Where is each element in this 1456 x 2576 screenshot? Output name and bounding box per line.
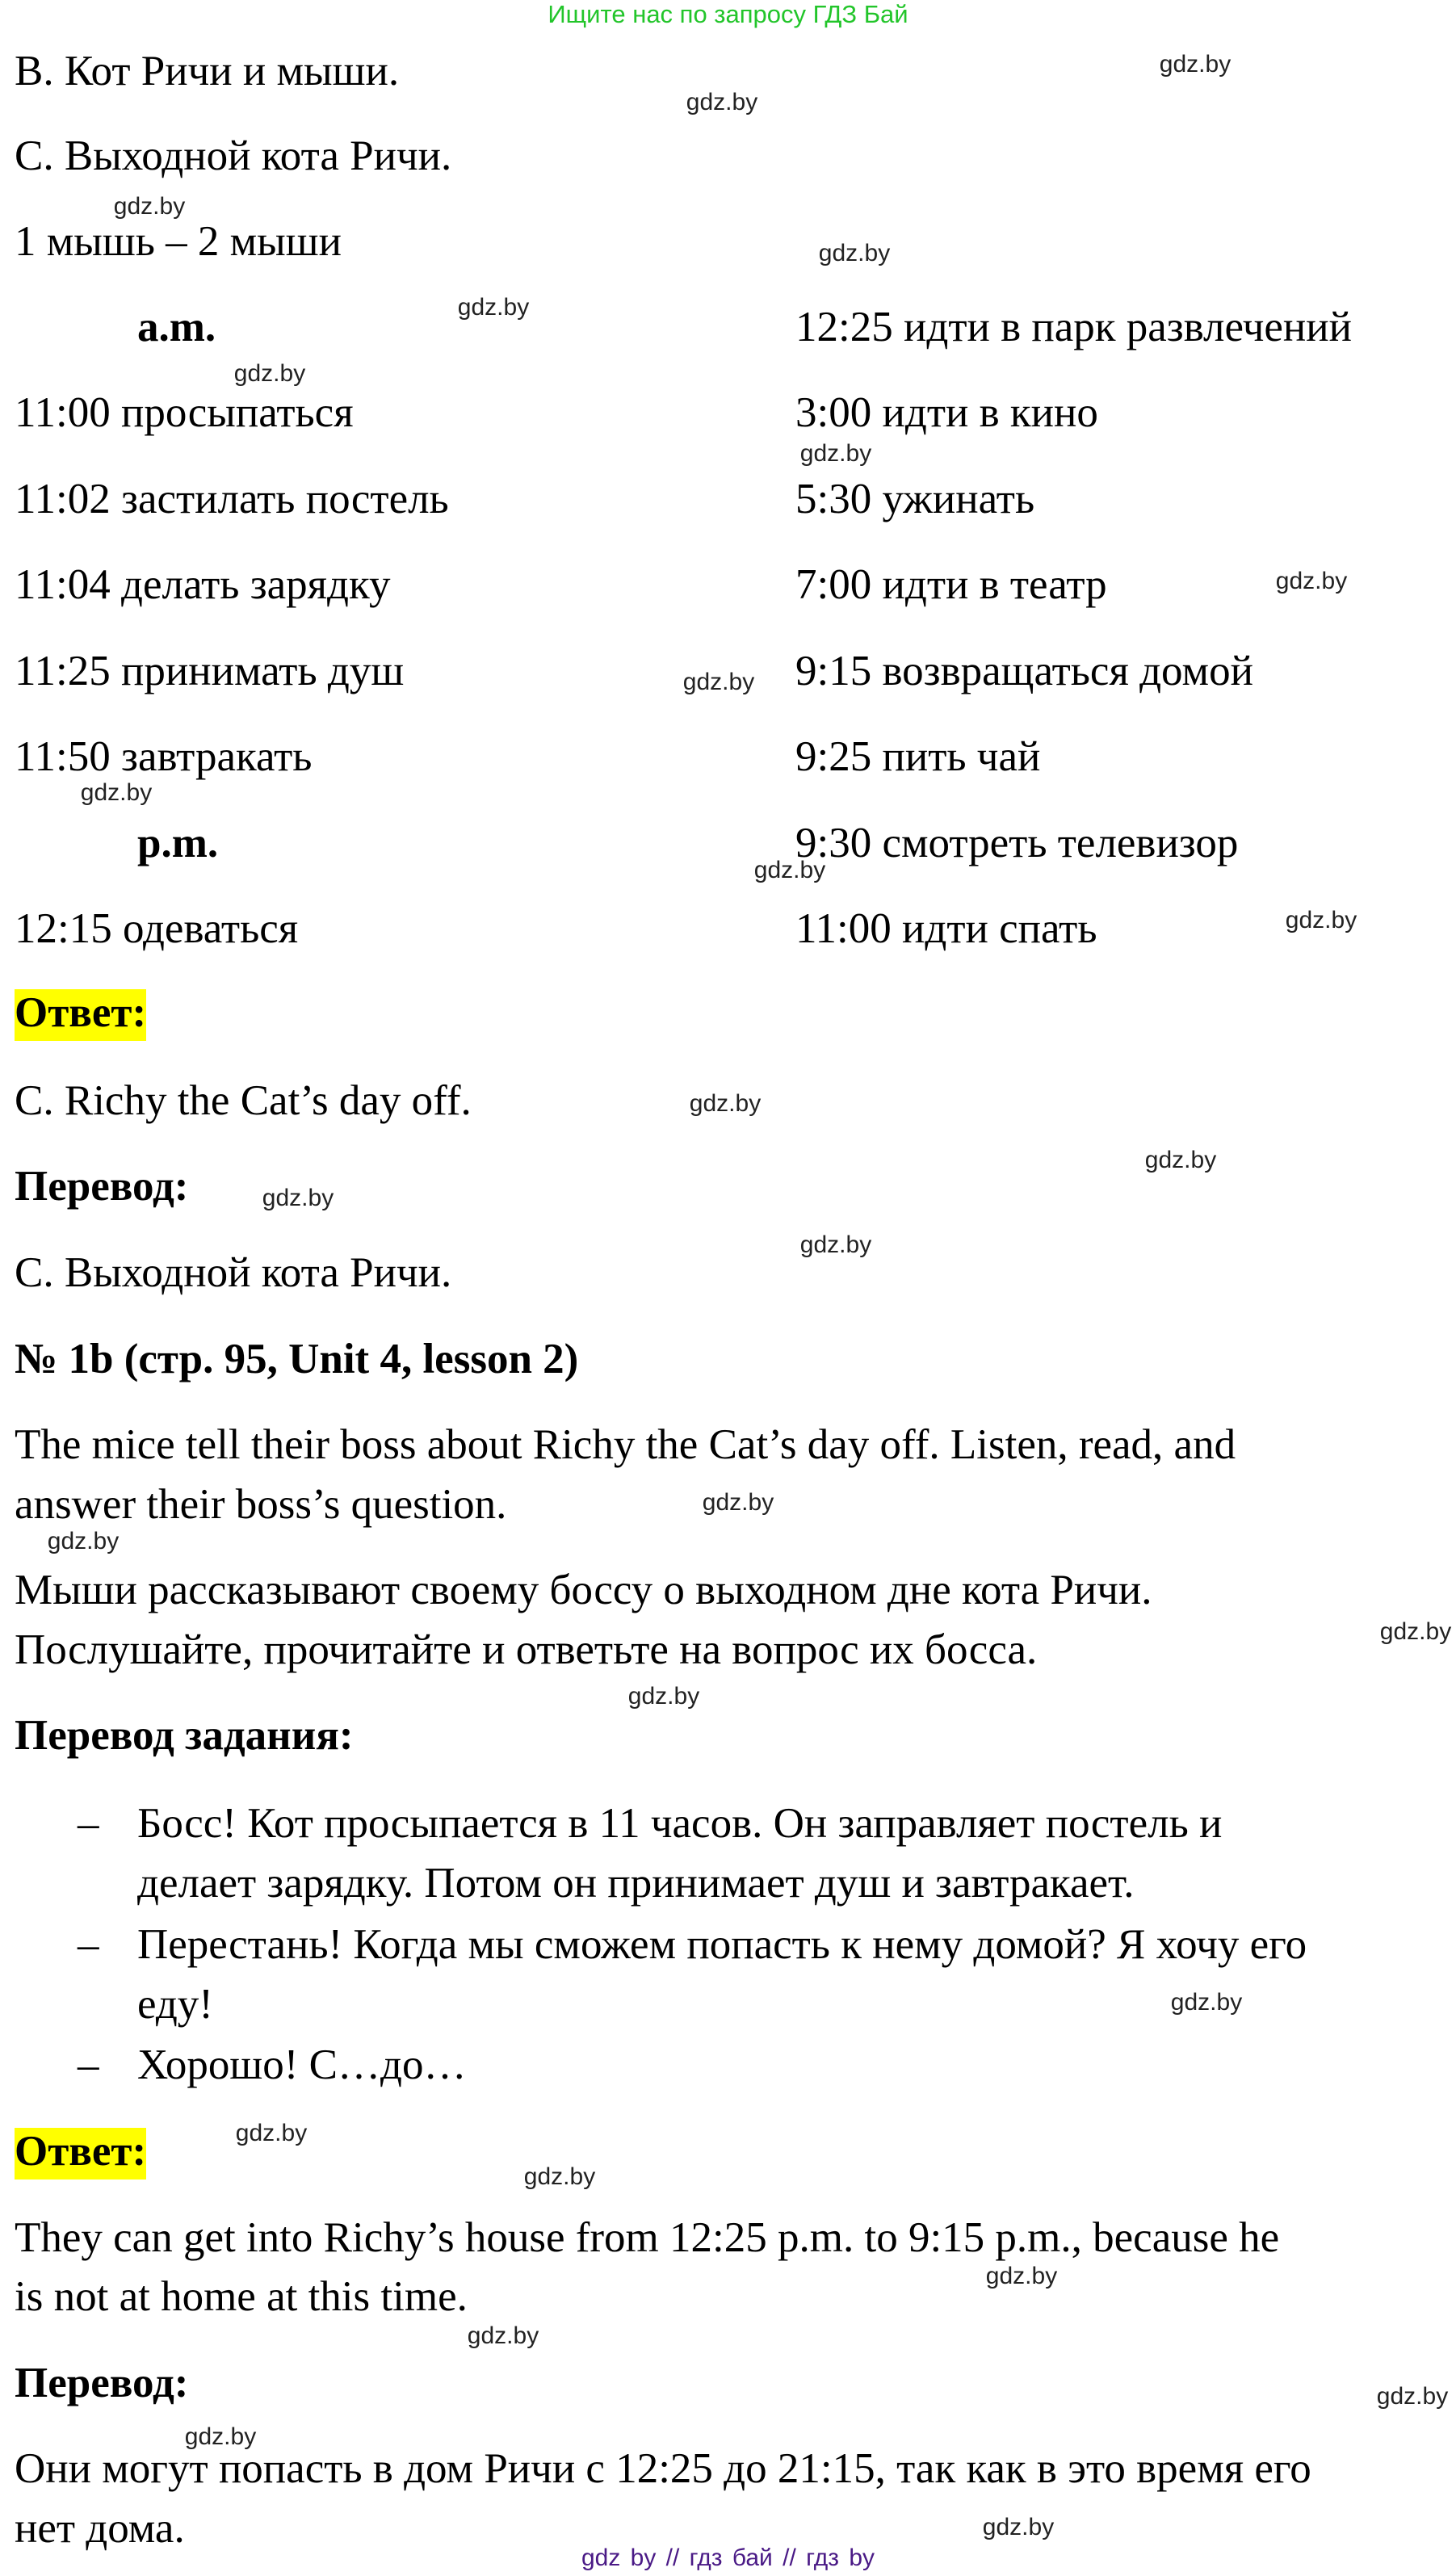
pm-label: p.m.	[137, 820, 219, 866]
watermark: gdz.by	[627, 1683, 700, 1710]
time: 9:15	[795, 648, 872, 694]
dialogue-line: делает зарядку. Потом он принимает душ и завтракает.	[137, 1860, 1135, 1907]
activity: идти спать	[902, 905, 1097, 952]
translation-text: C. Выходной кота Ричи.	[15, 1249, 452, 1296]
activity: возвращаться домой	[882, 648, 1253, 694]
watermark: gdz.by	[799, 440, 872, 467]
plural-note: 1 мышь – 2 мыши	[15, 218, 342, 265]
watermark: gdz.by	[523, 2163, 596, 2190]
schedule-row	[15, 475, 449, 523]
watermark: gdz.by	[233, 360, 306, 387]
instruction-en-line: answer their boss’s question.	[15, 1481, 507, 1528]
watermark: gdz.by	[818, 240, 891, 266]
watermark: gdz.by	[702, 1489, 774, 1516]
watermark: gdz.by	[1379, 1618, 1452, 1645]
watermark: gdz.by	[1376, 2383, 1449, 2410]
answer-text-line: They can get into Richy’s house from 12:25 p.m. to 9:15 p.m., because he	[15, 2214, 1280, 2261]
time: 7:00	[795, 561, 872, 608]
watermark: gdz.by	[113, 193, 186, 220]
watermark: gdz.by	[47, 1528, 120, 1554]
translation-heading: Перевод:	[15, 2360, 189, 2406]
schedule-row	[15, 647, 404, 695]
dash-bullet: –	[78, 1921, 99, 1968]
activity: пить чай	[882, 733, 1041, 780]
time: 11:25	[15, 648, 111, 694]
answer-label: Ответ:	[15, 2128, 146, 2180]
watermark: gdz.by	[457, 294, 530, 321]
time: 11:50	[15, 733, 111, 780]
watermark: gdz.by	[686, 89, 758, 115]
time: 11:00	[15, 389, 111, 436]
time: 9:25	[795, 733, 872, 780]
task-translation-heading: Перевод задания:	[15, 1712, 354, 1759]
time: 11:04	[15, 561, 111, 608]
watermark: gdz.by	[235, 2120, 308, 2146]
watermark: gdz.by	[982, 2514, 1055, 2540]
watermark: gdz.by	[1170, 1989, 1243, 2016]
watermark: gdz.by	[1275, 568, 1348, 594]
site-footer: gdz by // гдз бай // гдз by	[581, 2545, 875, 2571]
watermark: gdz.by	[753, 857, 826, 883]
schedule-row	[795, 732, 1040, 781]
activity: идти в кино	[882, 389, 1098, 436]
time: 12:15	[15, 905, 112, 952]
activity: одеваться	[122, 905, 299, 952]
time: 11:00	[795, 905, 892, 952]
activity: просыпаться	[121, 389, 354, 436]
watermark: gdz.by	[1159, 51, 1232, 78]
schedule-row	[15, 560, 391, 609]
time: 3:00	[795, 389, 872, 436]
watermark: gdz.by	[689, 1090, 762, 1117]
watermark: gdz.by	[184, 2423, 257, 2450]
instruction-en-line: The mice tell their boss about Richy the Cat’s day off. Listen, read, and	[15, 1421, 1236, 1468]
time: 11:02	[15, 476, 111, 522]
schedule-row	[15, 904, 298, 953]
schedule-row	[795, 388, 1098, 437]
translation-text-line: нет дома.	[15, 2505, 185, 2552]
schedule-row	[795, 560, 1107, 609]
search-banner: Ищите нас по запросу ГДЗ Бай	[548, 0, 908, 28]
activity: идти в театр	[882, 561, 1107, 608]
option-b: B. Кот Ричи и мыши.	[15, 48, 400, 94]
answer-heading	[15, 988, 146, 1037]
translation-text-line: Они могут попасть в дом Ричи с 12:25 до 21:15, так как в это время его	[15, 2445, 1311, 2492]
watermark: gdz.by	[985, 2263, 1058, 2289]
activity: завтракать	[121, 733, 313, 780]
schedule-row	[15, 732, 312, 781]
dialogue-line: еду!	[137, 1981, 213, 2028]
translation-heading: Перевод:	[15, 1163, 189, 1210]
schedule-row	[795, 475, 1034, 523]
watermark: gdz.by	[80, 779, 153, 806]
option-c: C. Выходной кота Ричи.	[15, 132, 452, 179]
dash-bullet: –	[78, 1800, 99, 1847]
activity: смотреть телевизор	[882, 820, 1239, 866]
answer-text-line: is not at home at this time.	[15, 2273, 468, 2320]
watermark: gdz.by	[1285, 907, 1357, 933]
activity: ужинать	[882, 476, 1035, 522]
dash-bullet: –	[78, 2041, 99, 2088]
instruction-ru-line: Мыши рассказывают своему боссу о выходном дне кота Ричи.	[15, 1567, 1152, 1613]
activity: идти в парк развлечений	[903, 304, 1352, 350]
answer-heading	[15, 2127, 146, 2175]
watermark: gdz.by	[799, 1231, 872, 1258]
schedule-row	[15, 388, 354, 437]
watermark: gdz.by	[467, 2322, 539, 2349]
schedule-row	[795, 819, 1238, 867]
dialogue-line: Перестань! Когда мы сможем попасть к нему домой? Я хочу его	[137, 1921, 1307, 1968]
schedule-row	[795, 647, 1253, 695]
activity: принимать душ	[121, 648, 405, 694]
task-title: № 1b (стр. 95, Unit 4, lesson 2)	[15, 1336, 579, 1382]
activity: делать зарядку	[121, 561, 391, 608]
activity: застилать постель	[121, 476, 449, 522]
time: 9:30	[795, 820, 872, 866]
schedule-row	[795, 904, 1097, 953]
dialogue-line: Босс! Кот просыпается в 11 часов. Он заправляет постель и	[137, 1800, 1223, 1847]
time: 5:30	[795, 476, 872, 522]
time: 12:25	[795, 304, 893, 350]
answer-text: C. Richy the Cat’s day off.	[15, 1077, 472, 1124]
answer-label: Ответ:	[15, 989, 146, 1041]
instruction-ru-line: Послушайте, прочитайте и ответьте на вопрос их босса.	[15, 1626, 1038, 1673]
schedule-row	[795, 303, 1352, 351]
dialogue-line: Хорошо! С…до…	[137, 2041, 467, 2088]
watermark: gdz.by	[262, 1185, 334, 1211]
am-label: a.m.	[137, 304, 216, 350]
watermark: gdz.by	[682, 669, 755, 695]
watermark: gdz.by	[1144, 1147, 1217, 1173]
